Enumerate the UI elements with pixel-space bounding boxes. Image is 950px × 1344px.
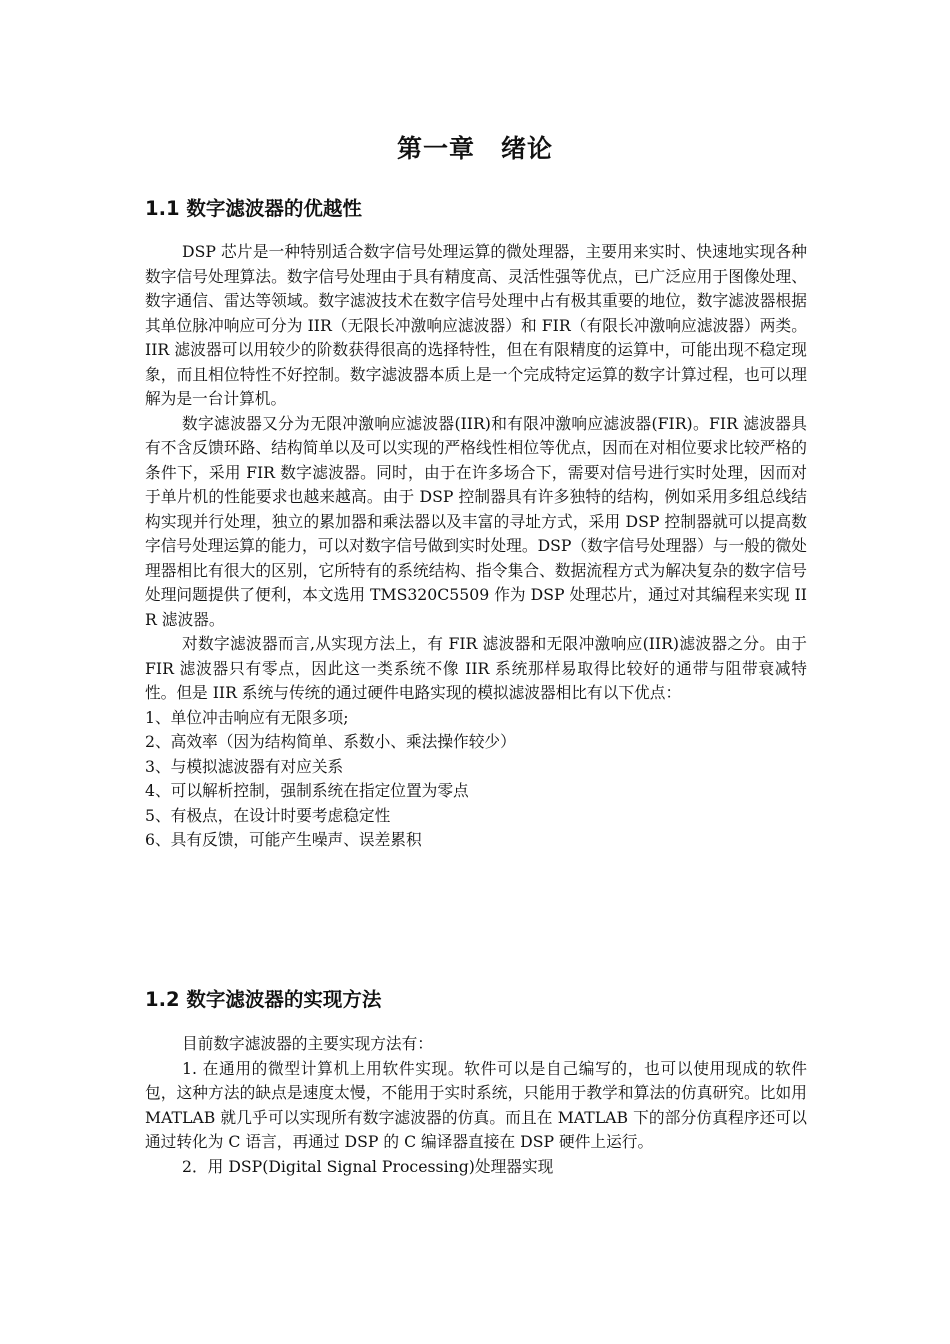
section-heading-1-1: 1.1 数字滤波器的优越性 bbox=[145, 197, 362, 220]
list-item: 1、单位冲击响应有无限多项; bbox=[145, 707, 349, 727]
paragraph: 对数字滤波器而言,从实现方法上，有 FIR 滤波器和无限冲激响应(IIR)滤波器之分。由于 FIR 滤波器只有零点，因此这一类系统不像 IIR 系统那样易取得比较好的通带与阻带衰减特性。但是 IIR 系统与传统的通过硬件电路实现的模拟滤波器相比有以下优点： bbox=[145, 634, 807, 702]
paragraph: 目前数字滤波器的主要实现方法有： bbox=[182, 1034, 433, 1053]
section-heading-1-2: 1.2 数字滤波器的实现方法 bbox=[145, 988, 382, 1011]
list-item: 6、具有反馈，可能产生噪声、误差累积 bbox=[145, 830, 422, 849]
section-1-1-body bbox=[145, 240, 807, 853]
section-1-2-body bbox=[145, 1032, 807, 1179]
paragraph: 1. 在通用的微型计算机上用软件实现。软件可以是自己编写的，也可以使用现成的软件包，这种方法的缺点是速度太慢，不能用于实时系统，只能用于教学和算法的仿真研究。比如用 MATLAB 就几乎可以实现所有数字滤波器的仿真。而且在 MATLAB 下的部分仿真程序还可以通过转化为 C 语言，再通过 DSP 的 C 编译器直接在 DSP 硬件上运行。 bbox=[145, 1058, 807, 1151]
list-item: 5、有极点，在设计时要考虑稳定性 bbox=[145, 805, 391, 825]
list-item: 4、可以解析控制，强制系统在指定位置为零点 bbox=[145, 781, 469, 800]
paragraph: 2．用 DSP(Digital Signal Processing)处理器实现 bbox=[182, 1156, 554, 1176]
paragraph: 数字滤波器又分为无限冲激响应滤波器(IIR)和有限冲激响应滤波器(FIR)。FIR 滤波器具有不含反馈环路、结构简单以及可以实现的严格线性相位等优点，因而在对相位要求比较严格的条件下，采用 FIR 数字滤波器。同时，由于在许多场合下，需要对信号进行实时处理，因而对于单片机的性能要求也越来越高。由于 DSP 控制器具有许多独特的结构，例如采用多组总线结构实现并行处理，独立的累加器和乘法器以及丰富的寻址方式，采用 DSP 控制器就可以提高数字信号处理运算的能力，可以对数字信号做到实时处理。DSP（数字信号处理器）与一般的微处理器相比有很大的区别，它所特有的系统结构、指令集合、数据流程方式为解决复杂的数字信号处理问题提供了便利，本文选用 TMS320C5509 作为 DSP 处理芯片，通过对其编程来实现 IIR 滤波器。 bbox=[145, 413, 807, 629]
paragraph: DSP 芯片是一种特别适合数字信号处理运算的微处理器，主要用来实时、快速地实现各种数字信号处理算法。数字信号处理由于具有精度高、灵活性强等优点，已广泛应用于图像处理、数字通信、雷达等领域。数字滤波技术在数字信号处理中占有极其重要的地位，数字滤波器根据其单位脉冲响应可分为 IIR（无限长冲激响应滤波器）和 FIR（有限长冲激响应滤波器）两类。IIR 滤波器可以用较少的阶数获得很高的选择特性，但在有限精度的运算中，可能出现不稳定现象，而且相位特性不好控制。数字滤波器本质上是一个完成特定运算的数字计算过程，也可以理解为是一台计算机。 bbox=[145, 242, 807, 408]
chapter-title: 第一章 绪论 bbox=[396, 134, 553, 163]
list-item: 3、与模拟滤波器有对应关系 bbox=[145, 756, 344, 776]
list-item: 2、高效率（因为结构简单、系数小、乘法操作较少） bbox=[145, 732, 516, 751]
